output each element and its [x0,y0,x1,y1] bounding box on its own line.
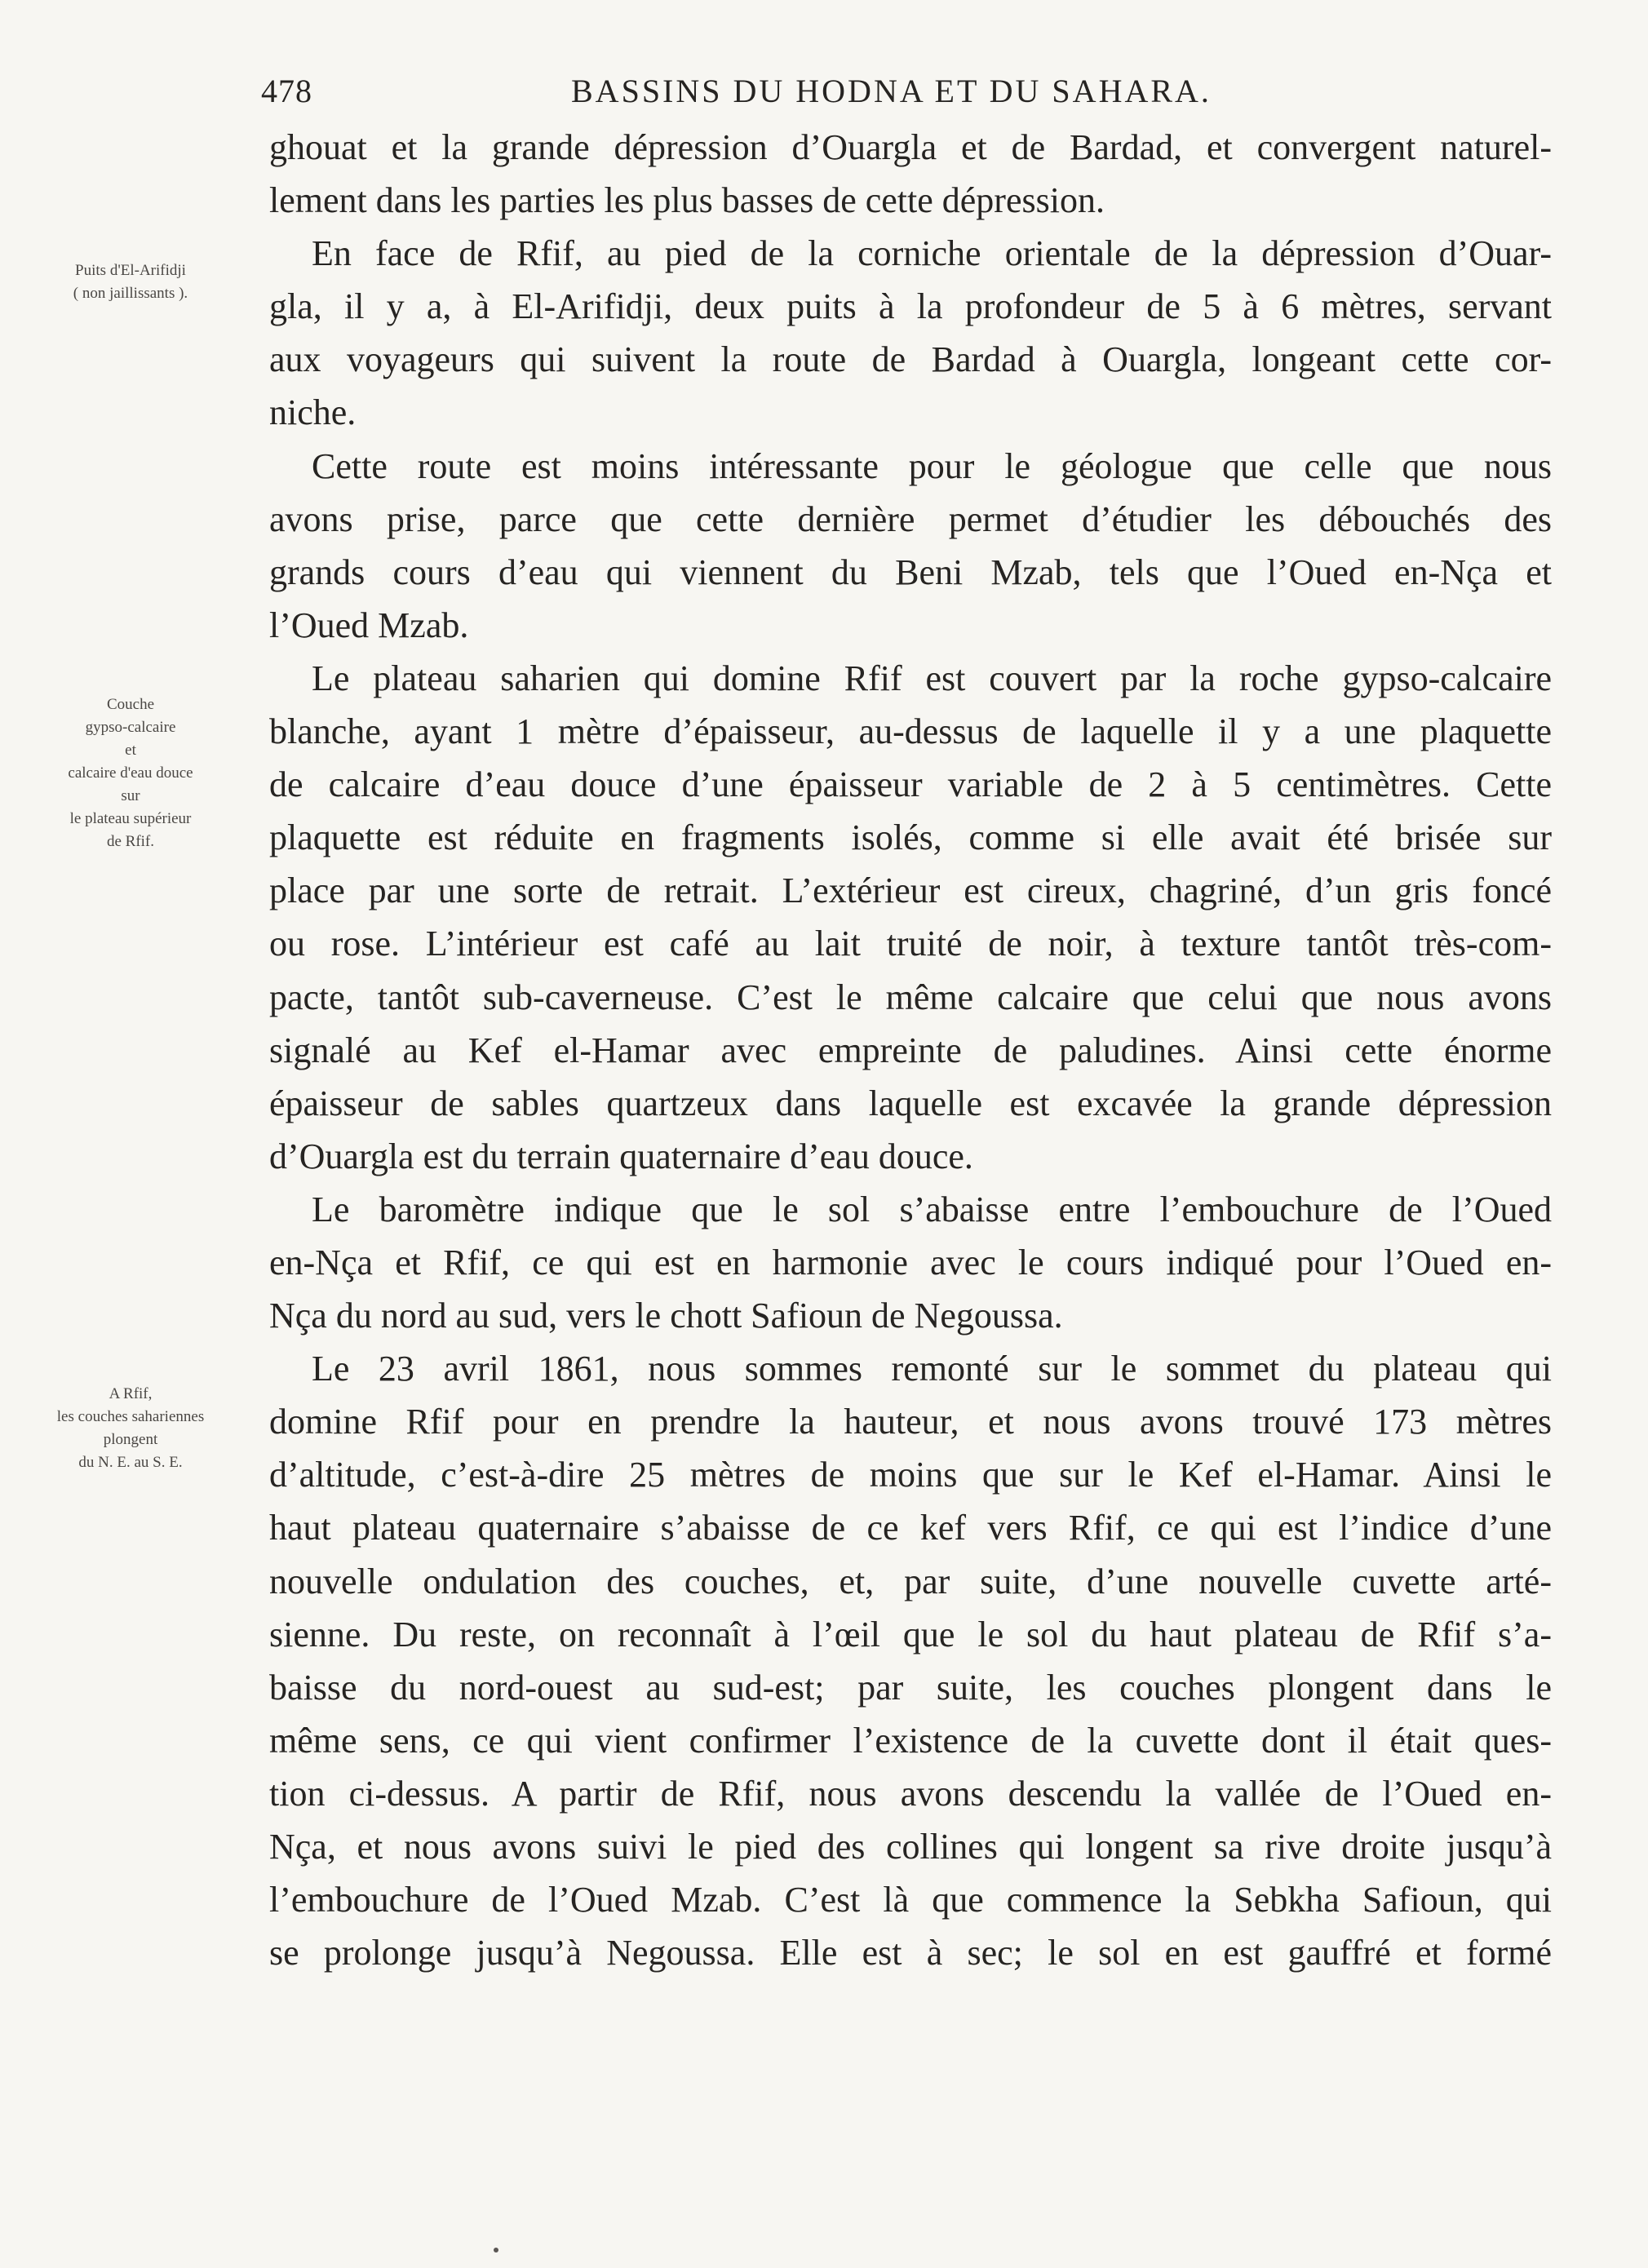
text-line: épaisseur de sables quartzeux dans laquelle est excavée la grande dépression [269,1083,1552,1123]
text-line: lement dans les parties les plus basses de cette dépression. [269,180,1105,221]
text-line: Le baromètre indique que le sol s’abaisse entre l’embouchure de l’Oued [312,1189,1552,1229]
margin-note-layer [33,693,228,853]
text-line: pacte, tantôt sub-caverneuse. C’est le même calcaire que celui que nous avons [269,977,1552,1017]
margin-note-line: de Rfif. [106,833,155,850]
text-line: gla, il y a, à El-Arifidji, deux puits à la profondeur de 5 à 6 mètres, servant [269,286,1552,327]
text-line: l’embouchure de l’Oued Mzab. C’est là que commence la Sebkha Safioun, qui [269,1880,1552,1920]
text-line: se prolonge jusqu’à Negoussa. Elle est à sec; le sol en est gauffré et formé [269,1933,1552,1973]
text-line: avons prise, parce que cette dernière permet d’étudier les débouchés des [269,498,1552,539]
margin-note-dip [33,1383,228,1474]
margin-note-line: ( non jaillissants ). [73,285,188,302]
running-title: BASSINS DU HODNA ET DU SAHARA. [571,73,1212,109]
text-line: En face de Rfif, au pied de la corniche orientale de la dépression d’Ouar- [312,233,1552,274]
text-line: Nça du nord au sud, vers le chott Safioun de Negoussa. [269,1296,1063,1336]
text-line: en-Nça et Rfif, ce qui est en harmonie avec le cours indiqué pour l’Oued en- [269,1242,1552,1282]
print-speck [494,2248,498,2252]
text-line: sienne. Du reste, on reconnaît à l’œil que le sol du haut plateau de Rfif s’a- [269,1614,1552,1654]
margin-note-line: Puits d'El-Arifidji [75,262,186,279]
text-line: plaquette est réduite en fragments isolés, comme si elle avait été brisée sur [269,817,1552,858]
text-line: nouvelle ondulation des couches, et, par suite, d’une nouvelle cuvette arté- [269,1561,1552,1601]
text-line: Le plateau saharien qui domine Rfif est couvert par la roche gypso-calcaire [312,658,1552,698]
text-line: d’Ouargla est du terrain quaternaire d’eau douce. [269,1136,973,1176]
text-line: blanche, ayant 1 mètre d’épaisseur, au-dessus de laquelle il y a une plaquette [269,711,1552,752]
margin-note-wells [33,259,228,305]
margin-note-line: gypso-calcaire [85,719,176,736]
margin-note-line: et [125,742,136,759]
margin-note-line: sur [121,787,140,804]
text-line: même sens, ce qui vient confirmer l’existence de la cuvette dont il était ques- [269,1720,1552,1761]
margin-note-line: A Rfif, [109,1385,153,1402]
margin-note-line: du N. E. au S. E. [78,1454,183,1471]
text-line: de calcaire d’eau douce d’une épaisseur variable de 2 à 5 centimètres. Cette [269,764,1552,805]
text-line: l’Oued Mzab. [269,605,469,645]
text-line: baisse du nord-ouest au sud-est; par suite, les couches plongent dans le [269,1667,1552,1708]
text-line: signalé au Kef el-Hamar avec empreinte de paludines. Ainsi cette énorme [269,1030,1552,1070]
text-line: aux voyageurs qui suivent la route de Bardad à Ouargla, longeant cette cor- [269,339,1552,380]
text-line: tion ci-dessus. A partir de Rfif, nous avons descendu la vallée de l’Oued en- [269,1773,1552,1814]
text-line: d’altitude, c’est-à-dire 25 mètres de moins que sur le Kef el-Hamar. Ainsi le [269,1455,1552,1495]
text-line: Nça, et nous avons suivi le pied des collines qui longent sa rive droite jusqu’à [269,1827,1552,1867]
text-line: ghouat et la grande dépression d’Ouargla et de Bardad, et convergent naturel- [269,127,1552,167]
margin-note-line: les couches sahariennes [56,1408,205,1425]
body-text [269,121,1552,1979]
margin-note-line: Couche [106,696,155,713]
margin-note-line: le plateau supérieur [69,810,192,827]
text-line: haut plateau quaternaire s’abaisse de ce kef vers Rfif, ce qui est l’indice d’une [269,1508,1552,1548]
text-line: Cette route est moins intéressante pour le géologue que celle que nous [312,445,1552,486]
text-line: domine Rfif pour en prendre la hauteur, et nous avons trouvé 173 mètres [269,1402,1552,1442]
text-line: niche. [269,392,357,433]
page-number: 478 [261,73,312,109]
page-header [261,72,1550,121]
text-line: ou rose. L’intérieur est café au lait truité de noir, à texture tantôt très-com- [269,924,1552,964]
text-line: grands cours d’eau qui viennent du Beni Mzab, tels que l’Oued en-Nça et [269,551,1552,592]
text-line: Le 23 avril 1861, nous sommes remonté sur le sommet du plateau qui [312,1349,1552,1389]
text-line: place par une sorte de retrait. L’extérieur est cireux, chagriné, d’un gris foncé [269,870,1552,911]
margin-note-line: plongent [103,1431,158,1448]
margin-note-line: calcaire d'eau douce [68,764,193,782]
